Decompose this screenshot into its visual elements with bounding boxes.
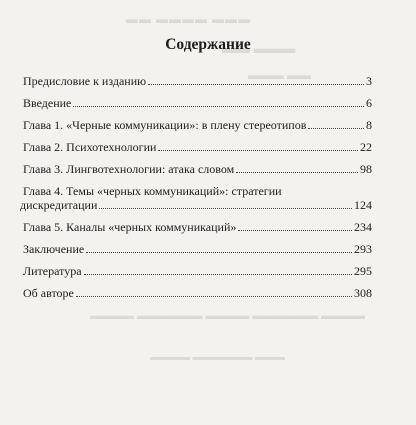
- toc-entry-page: 124: [354, 198, 372, 212]
- dot-leader: [86, 252, 352, 253]
- toc-entry: [20, 74, 372, 88]
- toc-entry-label: Глава 2. Психотехнологии: [23, 140, 157, 154]
- toc-entry: [20, 286, 372, 300]
- dot-leader: [148, 84, 364, 85]
- toc-entry-label: Глава 4. Темы «черных коммуникаций»: стратегии: [23, 184, 282, 198]
- toc-entry: [20, 264, 372, 278]
- toc-entry-label: Глава 3. Лингвотехнологии: атака словом: [23, 162, 235, 176]
- toc-entry: [20, 242, 372, 256]
- toc-entry-page: 6: [366, 96, 372, 110]
- dot-leader: [308, 128, 364, 129]
- toc-entry-label: Литература: [23, 264, 82, 278]
- page-title: Содержание: [165, 36, 251, 53]
- dot-leader: [73, 106, 364, 107]
- toc-entry-page: 295: [354, 264, 372, 278]
- dot-leader: [238, 230, 352, 231]
- show-through-text: ▬▬ ▬▬▬: [222, 42, 296, 57]
- toc-entry-label: Заключение: [23, 242, 85, 256]
- toc-entry-label: Глава 5. Каналы «черных коммуникаций»: [23, 220, 237, 234]
- show-through-text: ▬▬▬▬ ▬▬▬▬▬▬ ▬▬▬▬ ▬▬▬▬▬▬ ▬▬▬▬: [90, 310, 365, 322]
- toc-entry-page: 308: [354, 286, 372, 300]
- toc-entry-label: Введение: [23, 96, 72, 110]
- toc-entry-continuation: [20, 198, 372, 212]
- toc-entry: [20, 96, 372, 110]
- toc-entry-page: 8: [366, 118, 372, 132]
- dot-leader: [84, 274, 352, 275]
- toc-entry-page: 98: [360, 162, 372, 176]
- toc-entry-page: 22: [360, 140, 372, 154]
- dot-leader: [158, 150, 358, 151]
- dot-leader: [76, 296, 352, 297]
- toc-entry-page: 234: [354, 220, 372, 234]
- toc-entry-label-continued: дискредитации: [20, 198, 98, 212]
- toc-entry: [20, 184, 372, 212]
- dot-leader: [99, 208, 352, 209]
- show-through-text: ▬▬ ▬▬▬▬ ▬▬▬: [126, 12, 251, 26]
- toc-entry-page: 293: [354, 242, 372, 256]
- show-through-text: ▬▬▬ ▬▬: [248, 68, 311, 82]
- show-through-text: ▬▬▬▬ ▬▬▬▬▬▬ ▬▬▬: [150, 352, 285, 363]
- table-of-contents: [20, 74, 372, 300]
- toc-entry-page: 3: [366, 74, 372, 88]
- toc-entry: [20, 118, 372, 132]
- toc-entry-label: Глава 1. «Черные коммуникации»: в плену стереотипов: [23, 118, 307, 132]
- toc-entry: [20, 140, 372, 154]
- toc-entry: [20, 220, 372, 234]
- toc-entry: [20, 162, 372, 176]
- toc-entry-label: Об авторе: [23, 286, 74, 300]
- dot-leader: [236, 172, 358, 173]
- toc-entry-label: Предисловие к изданию: [23, 74, 147, 88]
